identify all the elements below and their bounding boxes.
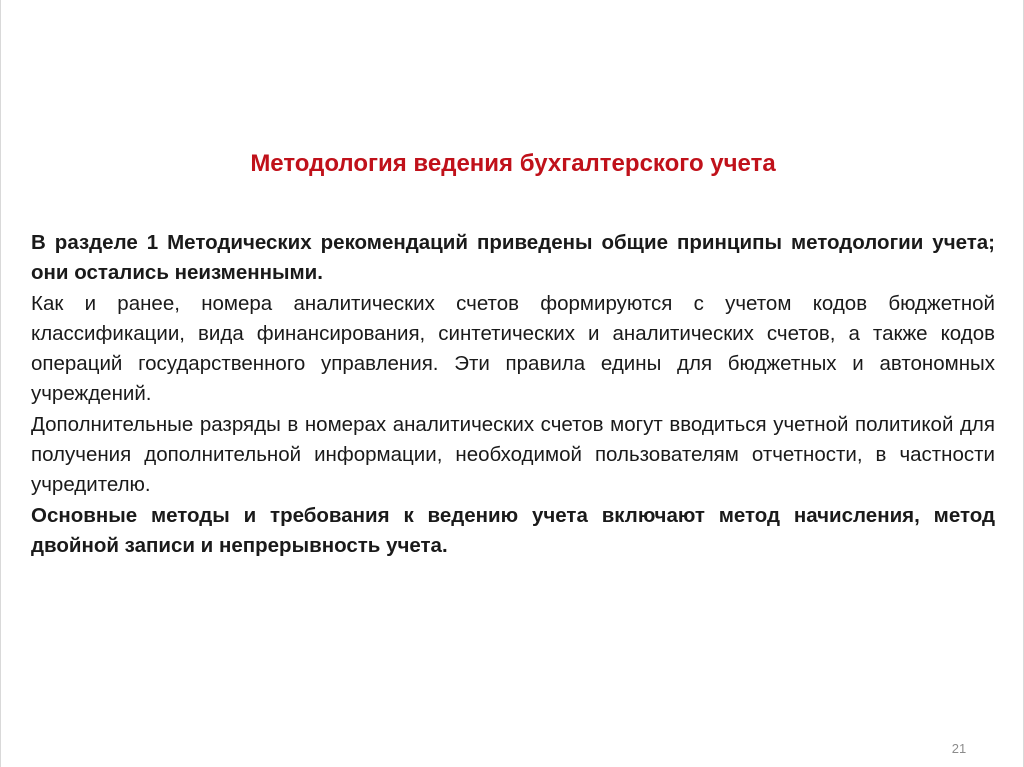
slide-body bbox=[31, 228, 995, 561]
page-number: 21 bbox=[951, 741, 967, 756]
paragraph-principles: В разделе 1 Методических рекомендаций приведены общие принципы методологии учета; они остались неизменными. bbox=[31, 231, 995, 285]
paragraph-additional-digits: Дополнительные разряды в номерах аналитических счетов могут вводиться учетной политикой для получения дополнительной информации, необходимой пользователям отчетности, в частности учредителю. bbox=[31, 412, 995, 497]
paragraph-account-numbers: Как и ранее, номера аналитических счетов формируются с учетом кодов бюджетной классификации, вида финансирования, синтетических и аналитических счетов, а также кодов операций государственного управления. Эти правила едины для бюджетных и автономных учреждений. bbox=[31, 291, 995, 406]
paragraph-main-methods: Основные методы и требования к ведению учета включают метод начисления, метод двойной записи и непрерывность учета. bbox=[31, 503, 995, 557]
slide-title: Методология ведения бухгалтерского учета bbox=[250, 150, 776, 177]
